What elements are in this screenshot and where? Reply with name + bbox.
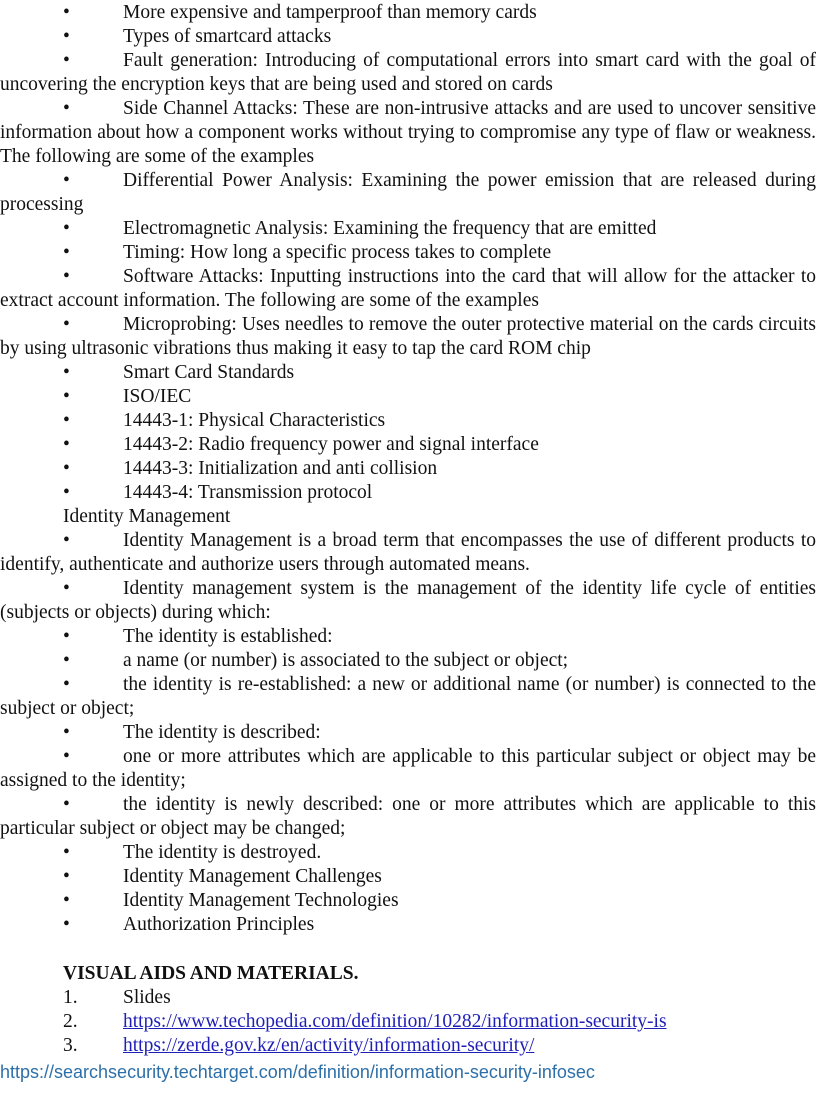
bullet-item: • The identity is described:	[63, 722, 321, 743]
bullet-item: • Electromagnetic Analysis: Examining the frequency that are emitted	[63, 218, 657, 239]
bullet-marker: •	[63, 50, 70, 71]
item-number: 1.	[63, 987, 78, 1008]
subheading-identity-management: Identity Management	[63, 506, 231, 527]
bullet-item: • 14443-1: Physical Characteristics	[63, 410, 386, 431]
bullet-marker: •	[63, 170, 70, 191]
bullet-item: • Fault generation: Introducing of computational errors into smart card with the goal of uncovering the encryption keys that are being used and stored on cards	[0, 50, 816, 95]
bullet-item: • Timing: How long a specific process takes to complete	[63, 242, 552, 263]
material-item	[0, 1034, 816, 1058]
bullet-marker: •	[63, 242, 70, 263]
bullet-marker: •	[63, 482, 70, 503]
bullet-item: • ISO/IEC	[63, 386, 192, 407]
bullet-marker: •	[63, 410, 70, 431]
bullet-item: • Types of smartcard attacks	[63, 26, 332, 47]
bullet-marker: •	[63, 386, 70, 407]
bullet-marker: •	[63, 722, 70, 743]
bullet-marker: •	[63, 626, 70, 647]
bullet-marker: •	[63, 314, 70, 335]
bullet-item: • 14443-4: Transmission protocol	[63, 482, 373, 503]
material-link[interactable]: https://www.techopedia.com/definition/10282/information-security-is	[123, 1011, 667, 1032]
bullet-marker: •	[63, 842, 70, 863]
bullet-item: • Identity Management is a broad term that encompasses the use of different products to identify, authenticate and authorize users through automated means.	[0, 530, 816, 575]
bullet-marker: •	[63, 2, 70, 23]
material-item	[0, 986, 816, 1010]
bullet-marker: •	[63, 890, 70, 911]
bullet-item: • The identity is established:	[63, 626, 333, 647]
bullet-item: • one or more attributes which are applicable to this particular subject or object may be assigned to the identity;	[0, 746, 816, 791]
bullet-marker: •	[63, 866, 70, 887]
bullet-item: • Differential Power Analysis: Examining the power emission that are released during processing	[0, 170, 816, 215]
bullet-marker: •	[63, 434, 70, 455]
bullet-item: • a name (or number) is associated to the subject or object;	[63, 650, 569, 671]
bullet-item: • Smart Card Standards	[63, 362, 295, 383]
footer-url: https://searchsecurity.techtarget.com/definition/information-security-infosec	[0, 1062, 595, 1082]
bullet-marker: •	[63, 650, 70, 671]
bullet-item: • Identity Management Technologies	[63, 890, 399, 911]
material-text: Slides	[123, 987, 171, 1008]
bullet-marker: •	[63, 218, 70, 239]
bullet-marker: •	[63, 914, 70, 935]
bullet-item: • Identity Management Challenges	[63, 866, 382, 887]
bullet-marker: •	[63, 578, 70, 599]
bullet-item: • Microprobing: Uses needles to remove the outer protective material on the cards circuits by using ultrasonic vibrations thus making it easy to tap the card ROM chip	[0, 314, 816, 359]
bullet-item: • Side Channel Attacks: These are non-intrusive attacks and are used to uncover sensitive information about how a component works without trying to compromise any type of flaw or weakness. The following are some of the examples	[0, 98, 816, 167]
bullet-marker: •	[63, 794, 70, 815]
material-link[interactable]: https://zerde.gov.kz/en/activity/information-security/	[123, 1035, 535, 1056]
bullet-marker: •	[63, 362, 70, 383]
bullet-marker: •	[63, 458, 70, 479]
bullet-marker: •	[63, 530, 70, 551]
item-number: 2.	[63, 1011, 78, 1032]
material-item	[0, 1010, 816, 1034]
bullet-marker: •	[63, 746, 70, 767]
bullet-item: • the identity is re-established: a new or additional name (or number) is connected to the subject or object;	[0, 674, 816, 719]
bullet-item: • More expensive and tamperproof than memory cards	[63, 2, 537, 23]
bullet-item: • the identity is newly described: one or more attributes which are applicable to this particular subject or object may be changed;	[0, 794, 816, 839]
bullet-item: • Authorization Principles	[63, 914, 315, 935]
bullet-item: • Identity management system is the management of the identity life cycle of entities (subjects or objects) during which:	[0, 578, 816, 623]
section-heading: VISUAL AIDS AND MATERIALS.	[63, 963, 359, 984]
bullet-marker: •	[63, 674, 70, 695]
bullet-item: • The identity is destroyed.	[63, 842, 322, 863]
bullet-item: • 14443-2: Radio frequency power and signal interface	[63, 434, 539, 455]
bullet-marker: •	[63, 266, 70, 287]
bullet-item: • 14443-3: Initialization and anti collision	[63, 458, 438, 479]
item-number: 3.	[63, 1035, 78, 1056]
bullet-marker: •	[63, 26, 70, 47]
bullet-marker: •	[63, 98, 70, 119]
bullet-item: • Software Attacks: Inputting instructions into the card that will allow for the attacker to extract account information. The following are some of the examples	[0, 266, 816, 311]
